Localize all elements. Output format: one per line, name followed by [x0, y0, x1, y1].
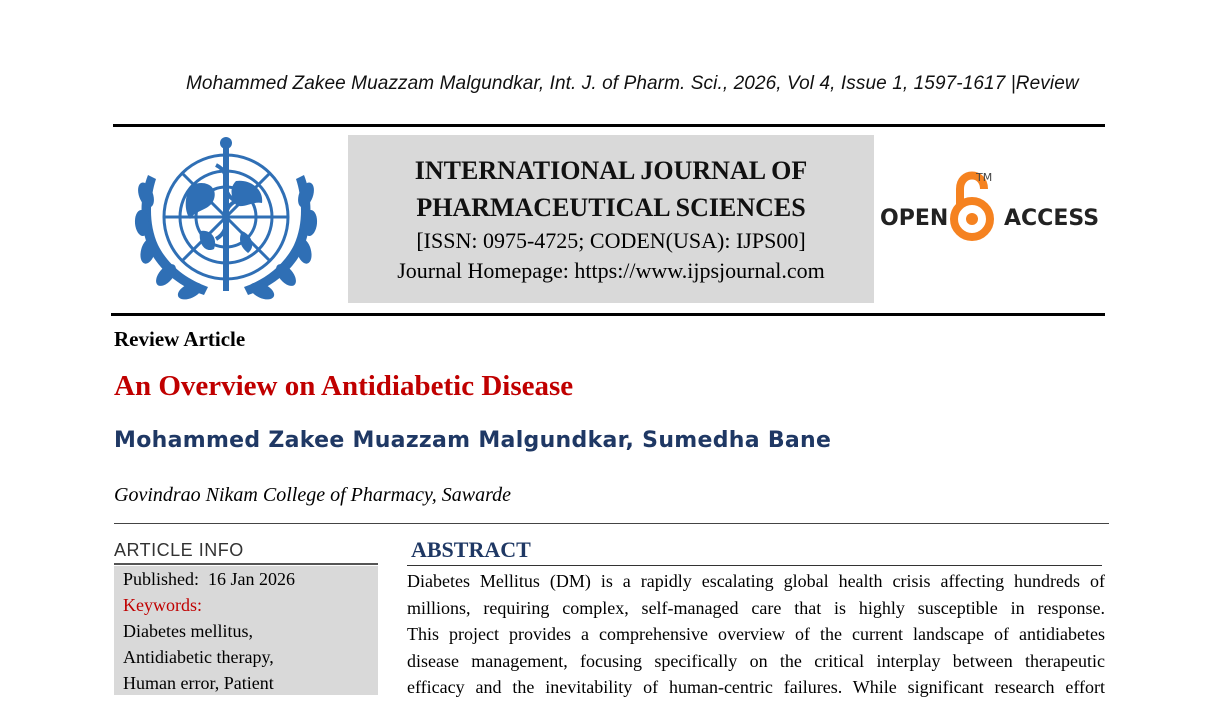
journal-title-line2: PHARMACEUTICAL SCIENCES [416, 193, 806, 222]
open-access-logo-icon [880, 163, 1110, 253]
journal-homepage-link[interactable]: Journal Homepage: https://www.ijpsjournal.com [397, 258, 825, 283]
article-info-rule [114, 563, 378, 565]
keyword-item: Antidiabetic therapy, [123, 647, 274, 667]
article-authors: Mohammed Zakee Muazzam Malgundkar, Sumedha Bane [114, 428, 832, 453]
abstract-rule [407, 565, 1102, 566]
journal-masthead [348, 135, 874, 303]
un-emblem-icon [126, 135, 326, 307]
article-type: Review Article [114, 327, 246, 351]
journal-title-line1: INTERNATIONAL JOURNAL OF [414, 156, 808, 185]
article-title: An Overview on Antidiabetic Disease [114, 370, 574, 402]
keywords-label: Keywords: [123, 595, 202, 615]
header-top-rule [113, 124, 1105, 127]
abstract-heading: ABSTRACT [411, 537, 531, 562]
open-access-open-text: OPEN [880, 206, 949, 231]
section-divider [114, 523, 1109, 524]
abstract-line: This project provides a comprehensive overview of the current landscape of antidiabetes [407, 624, 1105, 644]
abstract-line: millions, requiring complex, self-managed care that is highly susceptible in response. [407, 597, 1105, 618]
article-affiliation: Govindrao Nikam College of Pharmacy, Sawarde [114, 484, 511, 506]
abstract-line: efficacy and the inevitability of human-centric failures. While significant research effort [407, 677, 1105, 697]
abstract-body [407, 568, 1105, 701]
keyword-item: Diabetes mellitus, [123, 621, 253, 641]
journal-issn: [ISSN: 0975-4725; CODEN(USA): IJPS00] [416, 228, 806, 253]
running-head: Mohammed Zakee Muazzam Malgundkar, Int. J. of Pharm. Sci., 2026, Vol 4, Issue 1, 1597-1617 |Review [186, 73, 1079, 94]
article-info-heading: ARTICLE INFO [114, 540, 244, 560]
open-access-access-text: ACCESS [1004, 206, 1100, 231]
header-bottom-rule [111, 313, 1105, 316]
abstract-line: Diabetes Mellitus (DM) is a rapidly escalating global health crisis affecting hundreds of [407, 571, 1105, 591]
trademark-text: TM [976, 171, 993, 184]
published-label: Published: [123, 569, 200, 589]
article-info-box [114, 566, 378, 695]
abstract-line: disease management, focusing specifically on the critical interplay between therapeutic [407, 650, 1105, 671]
published-date: 16 Jan 2026 [208, 569, 296, 589]
keyword-item: Human error, Patient [123, 673, 274, 693]
published-row [123, 566, 295, 592]
